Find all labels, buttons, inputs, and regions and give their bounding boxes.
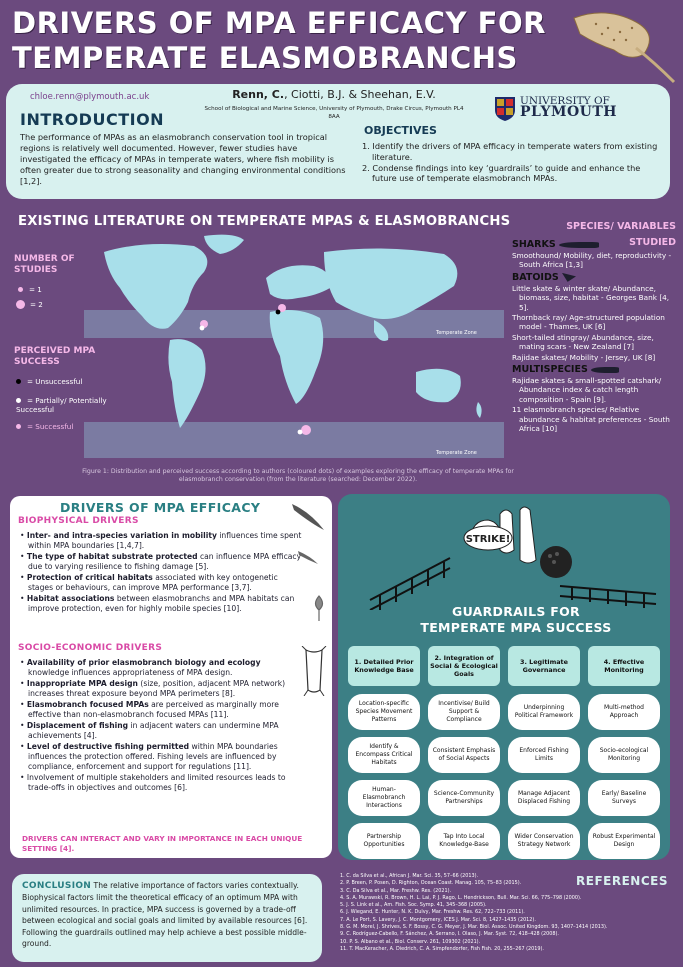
- species-list: [512, 237, 678, 435]
- pink-dot-icon: [16, 424, 21, 429]
- temperate-zone-label: Temperate Zone: [436, 330, 477, 336]
- contact-email[interactable]: chloe.renn@plymouth.ac.uk: [30, 92, 150, 102]
- university-line-1: UNIVERSITY OF: [520, 95, 610, 107]
- guardrail-cell: Incentivise/ Build Support & Compliance: [428, 694, 500, 730]
- title-line-2: TEMPERATE ELASMOBRANCHS: [12, 41, 518, 75]
- reference-item: 5. J. S. Link et al., Am. Fish. Soc. Symp. 41, 345–368 (2005).: [340, 902, 487, 909]
- multispecies-label: MULTISPECIES: [512, 364, 678, 376]
- literature-heading: EXISTING LITERATURE ON TEMPERATE MPAS & ELASMOBRANCHS: [18, 214, 511, 229]
- drivers-heading: DRIVERS OF MPA EFFICACY: [60, 500, 261, 515]
- legend-label: = Unsuccessful: [27, 377, 83, 386]
- objective-item: 2. Condense findings into key ‘guardrails’ to guide and enhance the future use of temperate elasmobranch MPAs.: [362, 162, 641, 184]
- legend-unsuccessful: [16, 377, 106, 386]
- list-item: • Elasmobranch focused MPAs are perceived as marginally more effective than non-elasmobranch focused MPAs [11].: [20, 700, 279, 719]
- reference-item: 2. P. Breen, P. Posen, D. Righton, Ocean Coast. Manag. 105, 75–83 (2015).: [340, 880, 522, 887]
- introduction-text: The performance of MPAs as an elasmobranch conservation tool in tropical regions is relatively well documented. However, fewer studies have investigated the efficacy of MPAs in temperate waters, where fish mobility is often greater due to strong seasonality and changing environmental conditions [1,2].: [20, 132, 346, 186]
- species-heading-line: SPECIES/ VARIABLES: [566, 221, 676, 232]
- egg-case-icon: [300, 646, 328, 696]
- reference-item: 10. P. S. Albano et al., Biol. Conserv. 261, 109302 (2021).: [340, 938, 481, 945]
- guardrail-cell: Tap Into Local Knowledge-Base: [428, 823, 500, 859]
- study-dot-partial: [298, 430, 303, 435]
- list-item: 11 elasmobranch species/ Relative abundance & habitat preferences - South Africa [10]: [512, 405, 670, 434]
- list-item-emphasis: Availability of prior elasmobranch biology and ecology: [26, 658, 261, 667]
- guardrail-cell: Socio-ecological Monitoring: [588, 737, 660, 773]
- list-item-emphasis: Habitat associations: [26, 594, 115, 603]
- list-item: Rajidae skates/ Mobility - Jersey, UK [8]: [512, 352, 656, 362]
- species-heading-line: STUDIED: [629, 237, 676, 248]
- list-item: • Level of destructive fishing permitted within MPA boundaries influences the protection offered. Fishing levels are influenced by compliance, enforcement and support for regulations [11].: [20, 742, 278, 771]
- sharks-label: SHARKS: [512, 239, 678, 251]
- ray-icon: [562, 273, 576, 282]
- list-item: • Inter- and intra-species variation in mobility influences time spent within MPA boundaries [1,4,7].: [20, 531, 302, 550]
- reference-item: 8. G. M. Morel, J. Shrives, S. F. Bossy, C. G. Meyer, J. Mar. Biol. Assoc. United Kingdom. 93, 1407–1414 (2013).: [340, 924, 608, 931]
- list-item: • Habitat associations between elasmobranchs and MPA habitats can improve protection, even for highly mobile species [10].: [20, 594, 295, 613]
- legend-label: = Successful: [27, 422, 74, 431]
- university-crest-icon: [494, 96, 516, 122]
- conclusion-body: The relative importance of factors varies contextually. Biophysical factors limit the theoretical efficacy of an optimum MPA with unlimited resources. In practice, MPA success is governed by a trade-off between ecological and social goals and limited by available resources [6]. Following the guardrails outlined may help achieve a best possible middle-ground.: [22, 881, 308, 949]
- reference-item: 4. S. A. Murawski, R. Brown, H. L. Lai, P. J. Rago, L. Hendrickson, Bull. Mar. Sci. 66, 775–798 (2000).: [340, 894, 582, 901]
- guardrail-cell: Underpinning Political Framework: [508, 694, 580, 730]
- list-item-emphasis: Elasmobranch focused MPAs: [26, 700, 149, 709]
- list-item: • The type of habitat substrate protected can influence MPA efficacy due to varying resilience to fishing damage [5].: [20, 552, 302, 571]
- university-line-2: PLYMOUTH: [520, 104, 618, 120]
- list-item: Smoothound/ Mobility, diet, reproductivity - South Africa [1,3]: [512, 251, 672, 270]
- guardrail-cell: Identify & Encompass Critical Habitats: [348, 737, 420, 773]
- list-item: Thornback ray/ Age-structured population model - Thames, UK [6]: [512, 313, 665, 332]
- list-item: • Displacement of fishing in adjacent waters can undermine MPA achievements [4].: [20, 721, 279, 740]
- legend-two-studies: [16, 300, 43, 309]
- objectives-heading: OBJECTIVES: [364, 124, 437, 137]
- list-item: • Protection of critical habitats associated with key ontogenetic stages or behaviours, can improve MPA performance [3,7].: [20, 573, 278, 592]
- legend-successful: [16, 422, 106, 431]
- guardrail-cell: Location-specific Species Movement Patterns: [348, 694, 420, 730]
- references-heading: REFERENCES: [576, 874, 668, 888]
- biophysical-heading: BIOPHYSICAL DRIVERS: [18, 516, 139, 526]
- guardrail-cell: Enforced Fishing Limits: [508, 737, 580, 773]
- study-dot-successful: [301, 425, 311, 435]
- guardrails-heading-line: GUARDRAILS FOR: [452, 604, 580, 619]
- list-item-emphasis: The type of habitat substrate protected: [26, 552, 198, 561]
- white-dot-icon: [16, 398, 21, 403]
- guardrail-left: [370, 558, 450, 610]
- list-item: • Availability of prior elasmobranch biology and ecology knowledge influences appropriateness of MPA design.: [20, 658, 261, 677]
- small-dot-icon: [18, 287, 23, 292]
- guardrail-cell: Manage Adjacent Displaced Fishing: [508, 780, 580, 816]
- reference-item: 9. C. Rodríguez-Cabello, F. Sánchez, A. Serrano, I. Olaso, J. Mar. Syst. 72, 418–428 (2008).: [340, 931, 559, 938]
- black-dot-icon: [16, 379, 21, 384]
- figure-caption: Figure 1: Distribution and perceived success according to authors (coloured dots) of examples exploring the efficacy of temperate MPAs for elasmobranch conservation (from the literature (searched: December 2022).: [82, 468, 514, 483]
- bowling-illustration: [360, 500, 660, 610]
- list-item: Little skate & winter skate/ Abundance, biomass, size, habitat - Georges Bank [4, 5].: [512, 283, 670, 312]
- guardrail-cell: Wider Conservation Strategy Network: [508, 823, 580, 859]
- legend-label: = 2: [30, 300, 43, 309]
- objective-item: 1. Identify the drivers of MPA efficacy in temperate waters from existing literature.: [362, 141, 658, 162]
- biophysical-list: [20, 531, 302, 615]
- drivers-tagline: DRIVERS CAN INTERACT AND VARY IN IMPORTANCE IN EACH UNIQUE SETTING [4].: [22, 834, 303, 853]
- guardrail-cell: Science-Community Partnerships: [428, 780, 500, 816]
- list-item-emphasis: Inter- and intra-species variation in mobility: [26, 531, 217, 540]
- temperate-zone-label: Temperate Zone: [436, 450, 477, 456]
- reference-item: 11. T. MacKeracher, A. Diedrich, C. A. Simpfendorfer, Fish Fish. 20, 255–267 (2019).: [340, 945, 544, 952]
- affiliation: School of Biological and Marine Science, University of Plymouth, Drake Circus, Plymouth PL4 8AA: [204, 106, 464, 120]
- legend-one-study: [18, 285, 42, 294]
- shark-icon: [290, 500, 326, 532]
- poster-title: [12, 6, 572, 76]
- world-map: [84, 232, 504, 468]
- author-list: [200, 88, 468, 101]
- guardrail-column-header: 3. Legitimate Governance: [508, 646, 580, 686]
- guardrails-heading-line: TEMPERATE MPA SUCCESS: [420, 620, 612, 635]
- socio-economic-list: [20, 658, 302, 794]
- reference-item: 3. C. Da Silva et al., Mar. Freshw. Res. (2021).: [340, 887, 452, 894]
- guardrail-cell: Robust Experimental Design: [588, 823, 660, 859]
- shark-icon: [559, 242, 599, 248]
- conclusion-text: [22, 880, 314, 949]
- list-item: • Involvement of multiple stakeholders and limited resources leads to trade-offs in objectives and outcomes [6].: [20, 773, 286, 792]
- guardrail-cell: Human-Elasmobranch Interactions: [348, 780, 420, 816]
- number-of-studies-heading: NUMBER OF STUDIES: [14, 254, 75, 275]
- perceived-success-heading: PERCEIVED MPA SUCCESS: [14, 346, 96, 367]
- guardrail-cell: Early/ Baseline Surveys: [588, 780, 660, 816]
- reference-item: 1. C. da Silva et al., African J. Mar. Sci. 35, 57–66 (2013).: [340, 873, 479, 879]
- ray-icon: [310, 594, 328, 622]
- objectives-list: [362, 141, 662, 184]
- large-dot-icon: [16, 300, 25, 309]
- multispecies-icon: [591, 367, 619, 373]
- list-item-emphasis: Protection of critical habitats: [26, 573, 153, 582]
- stingray-illustration: [566, 4, 678, 84]
- list-item: Rajidae skates & small-spotted catshark/ Abundance index & catch length composition - Spain [9].: [512, 376, 662, 404]
- study-dot-partial: [200, 326, 205, 331]
- conclusion-heading: CONCLUSION: [22, 881, 92, 891]
- guardrail-column-header: 4. Effective Monitoring: [588, 646, 660, 686]
- legend-partial: [16, 396, 114, 414]
- university-logo-text: [520, 96, 617, 118]
- guardrail-cell: Consistent Emphasis of Social Aspects: [428, 737, 500, 773]
- introduction-heading: INTRODUCTION: [20, 110, 165, 129]
- legend-label: = Partially/ Potentially Successful: [16, 396, 107, 414]
- title-line-1: DRIVERS OF MPA EFFICACY FOR: [12, 6, 546, 40]
- guardrail-column-header: 1. Detailed Prior Knowledge Base: [348, 646, 420, 686]
- list-item: Short-tailed stingray/ Abundance, size, mating scars - New Zealand [7]: [512, 332, 654, 352]
- socio-economic-heading: SOCIO-ECONOMIC DRIVERS: [18, 643, 163, 653]
- batoids-label: BATOIDS: [512, 272, 678, 284]
- list-item: • Inappropriate MPA design (size, position, adjacent MPA network) increases threat exposure beyond MPA perimeters [8].: [20, 679, 286, 698]
- list-item-emphasis: Level of destructive fishing permitted: [26, 742, 190, 751]
- lead-author: Renn, C.: [232, 88, 285, 101]
- list-item-emphasis: Inappropriate MPA design: [26, 679, 138, 688]
- guardrail-cell: Multi-method Approach: [588, 694, 660, 730]
- reference-item: 6. J. Wiegand, E. Hunter, N. K. Dulvy, Mar. Freshw. Res. 62, 722–733 (2011).: [340, 909, 525, 916]
- shark-icon: [296, 548, 320, 566]
- reference-item: 7. A. Le Port, S. Lavery, J. C. Montgomery, ICES J. Mar. Sci. 8, 1427–1435 (2012).: [340, 916, 536, 923]
- co-authors: , Ciotti, B.J. & Sheehan, E.V.: [284, 88, 436, 101]
- legend-label: = 1: [29, 285, 42, 294]
- list-item-emphasis: Displacement of fishing: [26, 721, 129, 730]
- guardrail-column-header: 2. Integration of Social & Ecological Goals: [428, 646, 500, 686]
- guardrail-cell: Partnership Opportunities: [348, 823, 420, 859]
- guardrails-heading: [392, 604, 640, 636]
- strike-label: STRIKE!: [465, 534, 511, 545]
- study-dot-unsuccessful: [276, 310, 281, 315]
